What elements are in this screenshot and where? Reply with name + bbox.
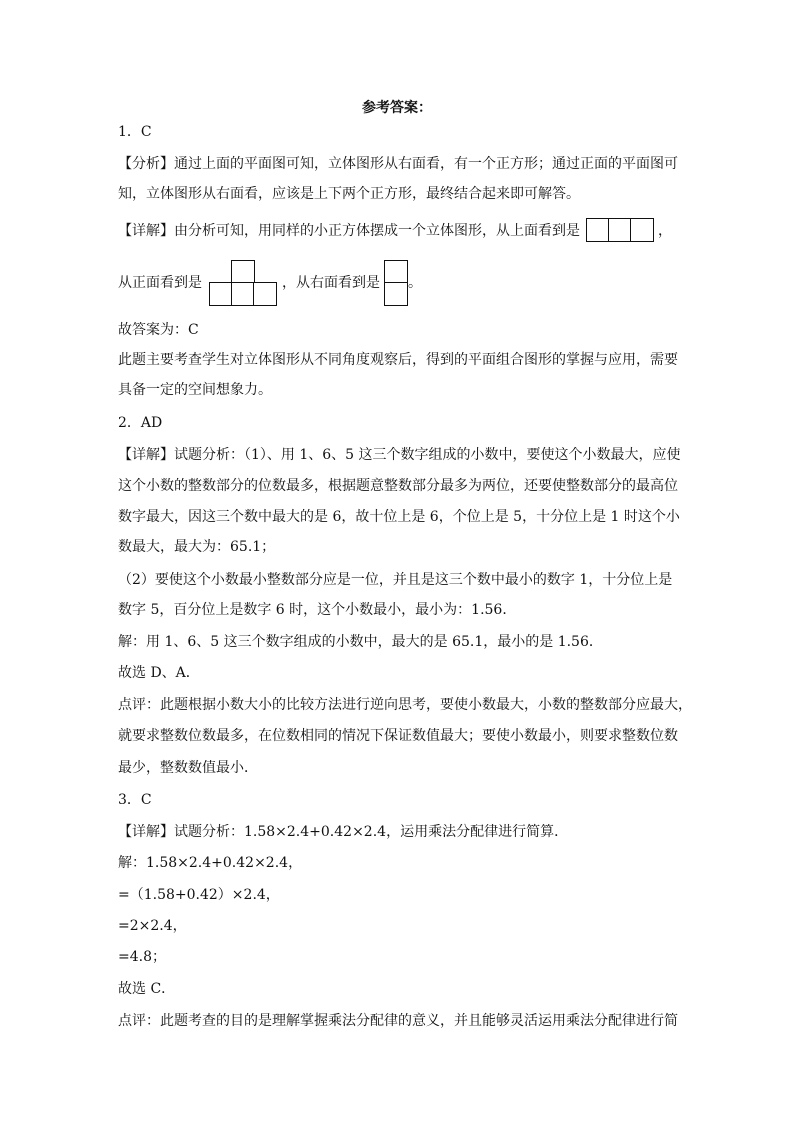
answer-2-detail-line4: 数最大，最大为：65.1；	[118, 539, 276, 555]
answer-1-analysis-line2: 知，立体图形从右面看，应该是上下两个正方形，最终结合起来即可解答。	[118, 186, 580, 202]
answer-2-comment-line3: 最少，整数数值最小．	[118, 760, 258, 776]
answer-3-detail: 【详解】试题分析：1.58×2.4+0.42×2.4，运用乘法分配律进行简算．	[118, 824, 569, 840]
answer-3-number: 3．C	[118, 792, 152, 808]
top-view-square	[586, 218, 610, 242]
answer-1-comment-line1: 此题主要考查学生对立体图形从不同角度观察后，得到的平面组合图形的掌握与应用，需要	[118, 352, 678, 368]
answer-2-number: 2．AD	[118, 415, 163, 431]
answer-2-comment-line1: 点评：此题根据小数大小的比较方法进行逆向思考，要使小数最大，小数的整数部分应最大，	[118, 697, 692, 713]
top-view-square	[608, 218, 632, 242]
answer-1-comma: ，	[658, 223, 672, 239]
answer-1-front-label: 从正面看到是	[118, 275, 202, 291]
answer-3-choice: 故选 C．	[118, 981, 176, 997]
answer-2-detail-line2: 这个小数的整数部分的位数最多，根据题意整数部分最多为两位，还要使整数部分的最高位	[118, 478, 678, 494]
answer-2-detail-line1: 【详解】试题分析：（1）、用 1、6、5 这三个数字组成的小数中，要使这个小数最大，应使	[118, 447, 681, 463]
top-view-square	[630, 218, 654, 242]
front-view-square	[231, 282, 255, 306]
answer-1-period: 。	[408, 275, 422, 291]
page-title: 参考答案：	[362, 100, 432, 116]
answer-2-choice: 故选 D、A．	[118, 665, 200, 681]
answer-3-step-4: =4.8；	[118, 949, 166, 965]
answer-1-right-label: ，从右面看到是	[282, 275, 380, 291]
answer-3-step-2: =（1.58+0.42）×2.4，	[118, 887, 280, 903]
answer-1-comment-line2: 具备一定的空间想象力。	[118, 382, 272, 398]
answer-3-step-3: =2×2.4，	[118, 918, 187, 934]
front-view-square	[253, 282, 277, 306]
answer-2-detail-line3: 数字最大，因这三个数中最大的是 6，故十位上是 6，个位上是 5，十分位上是 1 时这个小	[118, 509, 680, 525]
answer-2-detail-line5: （2）要使这个小数最小整数部分应是一位，并且是这三个数中最小的数字 1，十分位上是	[118, 572, 673, 588]
answer-2-detail-line6: 数字 5，百分位上是数字 6 时，这个小数最小，最小为：1.56．	[118, 602, 517, 618]
answer-1-conclusion: 故答案为：C	[118, 322, 199, 338]
front-view-square	[209, 282, 233, 306]
front-view-square	[231, 260, 255, 284]
answer-3-comment-line1: 点评：此题考查的目的是理解掌握乘法分配律的意义，并且能够灵活运用乘法分配律进行简	[118, 1013, 678, 1029]
answer-1-number: 1．C	[118, 124, 152, 140]
answer-2-comment-line2: 就要求整数位数最多，在位数相同的情况下保证数值最大；要使小数最小，则要求整数位数	[118, 728, 678, 744]
answer-2-solution: 解：用 1、6、5 这三个数字组成的小数中，最大的是 65.1，最小的是 1.56．	[118, 634, 603, 650]
answer-3-step-1: 解：1.58×2.4+0.42×2.4，	[118, 855, 303, 871]
right-view-square	[384, 260, 408, 284]
answer-1-detail-line1: 【详解】由分析可知，用同样的小正方体摆成一个立体图形，从上面看到是	[118, 223, 580, 239]
right-view-square	[384, 282, 408, 306]
answer-1-analysis-line1: 【分析】通过上面的平面图可知，立体图形从右面看，有一个正方形；通过正面的平面图可	[118, 156, 678, 172]
